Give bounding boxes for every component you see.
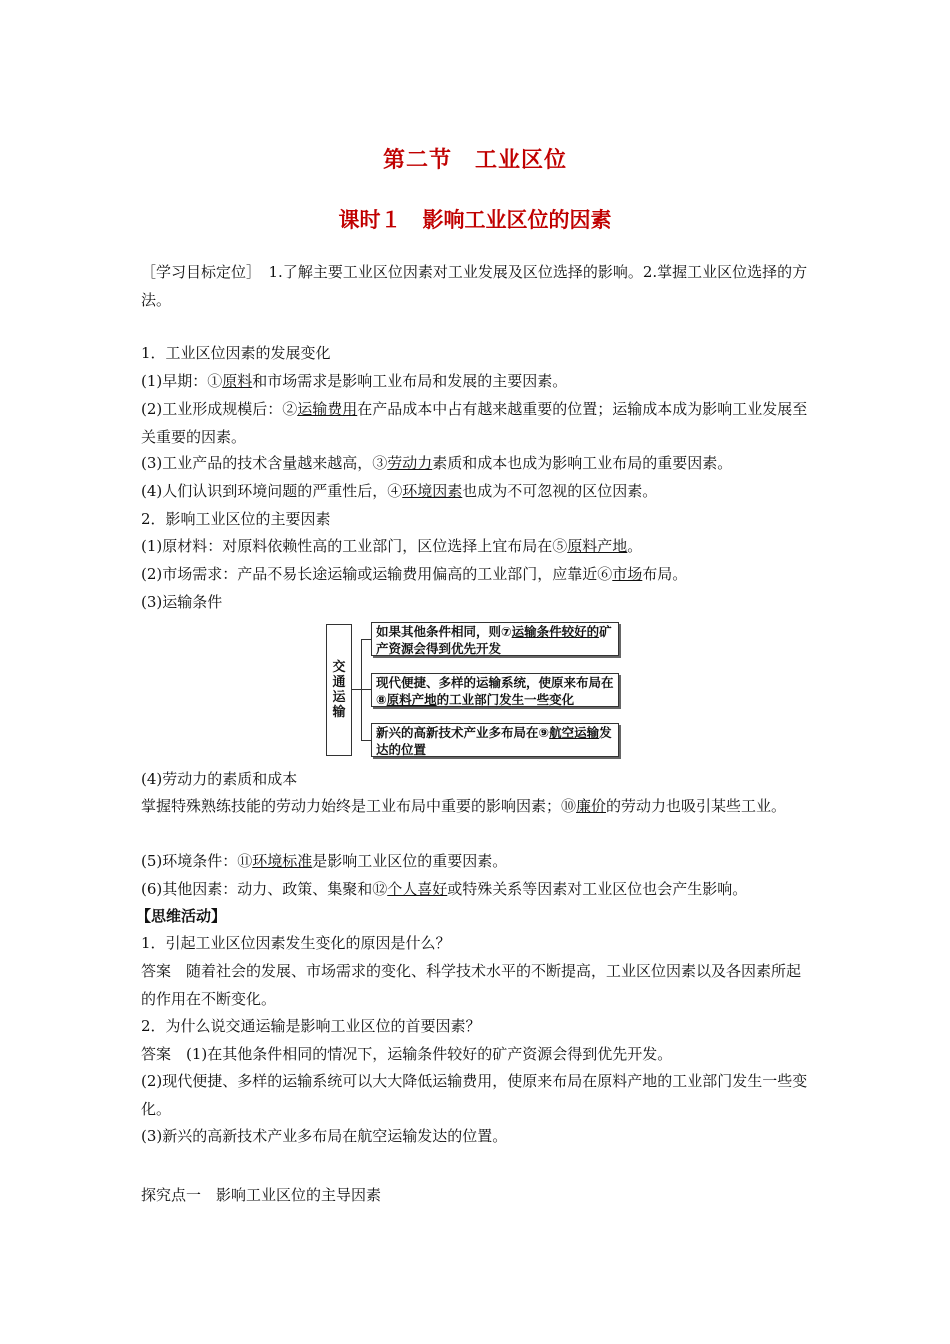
section-title: 第二节 工业区位 [382,148,567,173]
answer-6: 市场 [612,565,643,583]
answer-2: 运输费用 [297,400,358,418]
answer-5: 原料产地 [567,537,628,555]
answer-7: 运输条件较好的 [511,624,600,639]
part1-item1: (1)早期：①原料和市场需求是影响工业布局和发展的主要因素。 [141,372,568,390]
answer-8: 原料产地 [386,692,437,707]
answer-9: 航空运输 [549,725,600,740]
part2-item3: (3)运输条件 [141,593,223,611]
part1-heading: 1．工业区位因素的发展变化 [141,344,331,362]
learning-objectives: ［学习目标定位］ 1.了解主要工业区位因素对工业发展及区位选择的影响。2.掌握工业区位选择的方法。 [141,263,808,309]
transport-diagram [326,622,624,760]
part2-heading: 2．影响工业区位的主要因素 [141,510,331,528]
part2-item5: (5)环境条件：⑪环境标准是影响工业区位的重要因素。 [141,852,508,870]
answer-q2-2: (2)现代便捷、多样的运输系统可以大大降低运输费用，使原来布局在原料产地的工业部门发生一些变化。 [141,1072,808,1118]
diagram-box-2: 现代便捷、多样的运输系统，使原来布局在⑧原料产地的工业部门发生一些变化 [371,673,619,707]
thinking-heading: 【思维活动】 [136,907,227,925]
part2-item6: (6)其他因素：动力、政策、集聚和⑫个人喜好或特殊关系等因素对工业区位也会产生影响。 [141,880,748,898]
question-1: 1．引起工业区位因素发生变化的原因是什么？ [141,934,451,952]
answer-10: 廉价 [576,797,607,815]
answer-1: 原料 [222,372,253,390]
diagram-side-label: 交 通 运 输 [326,624,352,756]
answer-4: 环境因素 [402,482,463,500]
part2-item4: (4)劳动力的素质和成本 [141,770,298,788]
lesson-title: 课时１ 影响工业区位的因素 [338,208,612,232]
question-2: 2．为什么说交通运输是影响工业区位的首要因素？ [141,1017,481,1035]
diagram-box-3: 新兴的高新技术产业多布局在⑨航空运输发达的位置 [371,723,619,757]
answer-q2-3: (3)新兴的高新技术产业多布局在航空运输发达的位置。 [141,1127,508,1145]
answer-12: 个人喜好 [387,880,448,898]
answer-q2-1: 答案 (1)在其他条件相同的情况下，运输条件较好的矿产资源会得到优先开发。 [141,1045,673,1063]
part2-item4-text: 掌握特殊熟练技能的劳动力始终是工业布局中重要的影响因素；⑩廉价的劳动力也吸引某些工业。 [141,797,787,815]
answer-q1: 答案 随着社会的发展、市场需求的变化、科学技术水平的不断提高，工业区位因素以及各因素所起的作用在不断变化。 [141,962,802,1008]
diagram-box-1: 如果其他条件相同，则⑦运输条件较好的矿产资源会得到优先开发 [371,622,619,656]
explore-point-1: 探究点一 影响工业区位的主导因素 [141,1186,382,1204]
part1-item2: (2)工业形成规模后：②运输费用在产品成本中占有越来越重要的位置；运输成本成为影响工业发展至关重要的因素。 [141,400,808,446]
part1-item4: (4)人们认识到环境问题的严重性后，④环境因素也成为不可忽视的区位因素。 [141,482,658,500]
part2-item1: (1)原材料：对原料依赖性高的工业部门，区位选择上宜布局在⑤原料产地。 [141,537,643,555]
answer-3: 劳动力 [387,454,433,472]
part1-item3: (3)工业产品的技术含量越来越高，③劳动力素质和成本也成为影响工业布局的重要因素。 [141,454,733,472]
answer-11: 环境标准 [252,852,313,870]
part2-item2: (2)市场需求：产品不易长途运输或运输费用偏高的工业部门，应靠近⑥市场布局。 [141,565,688,583]
